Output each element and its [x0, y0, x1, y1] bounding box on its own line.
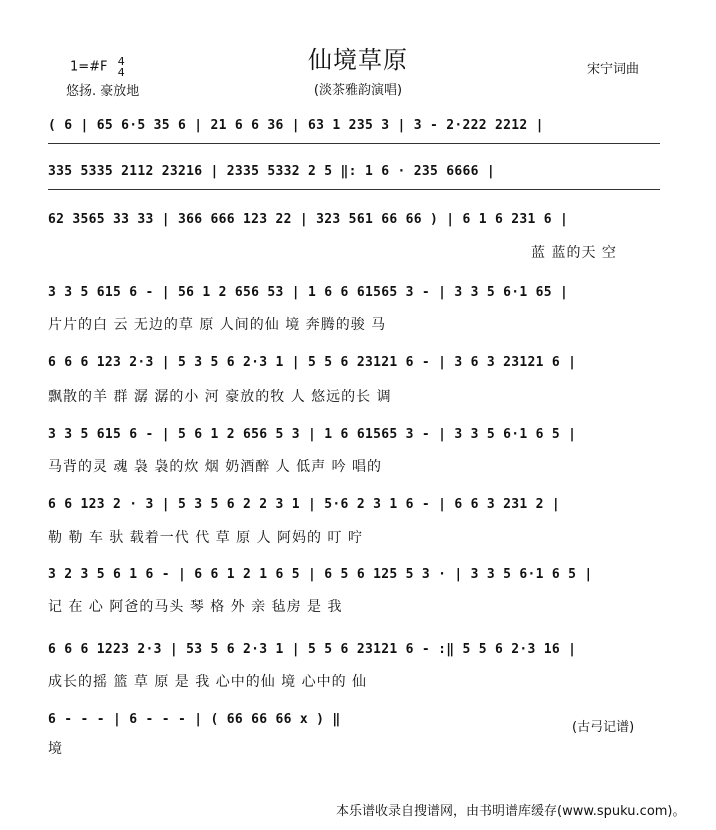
lyric-line-3: 蓝 蓝的天 空: [531, 245, 617, 261]
score-line-1: ( 6 | 65 6·5 35 6 | 21 6 6 36 | 63 1 235 3 | 3 - 2·222 2212 |: [48, 118, 544, 133]
lyric-line-8: 记 在 心 阿爸的马头 琴 格 外 亲 毡房 是 我: [48, 599, 343, 615]
staff-underline: [48, 143, 660, 144]
footer-credit: 本乐谱收录自搜谱网，由书明谱库缓存(www.spuku.com)。: [336, 804, 686, 819]
song-title: 仙境草原: [308, 46, 408, 74]
transcriber-note: (古弓记谱): [572, 720, 635, 735]
score-line-5: 6 6 6 123 2·3 | 5 3 5 6 2·3 1 | 5 5 6 23121 6 - | 3 6 3 23121 6 |: [48, 355, 577, 370]
score-line-3: 62 3565 33 33 | 366 666 123 22 | 323 561 66 66 ) | 6 1 6 231 6 |: [48, 212, 569, 227]
lyric-line-4: 片片的白 云 无边的草 原 人间的仙 境 奔腾的骏 马: [48, 317, 387, 333]
score-line-10: 6 - - - | 6 - - - | ( 66 66 66 x ) ‖: [48, 712, 341, 727]
author-credit: 宋宁词曲: [587, 62, 640, 77]
time-top: 4: [117, 55, 125, 68]
score-line-7: 6 6 123 2 · 3 | 5 3 5 6 2 2 3 1 | 5·6 2 3 1 6 - | 6 6 3 231 2 |: [48, 497, 560, 512]
score-line-4: 3 3 5 615 6 - | 56 1 2 656 53 | 1 6 6 61565 3 - | 3 3 5 6·1 65 |: [48, 285, 569, 300]
key-label: 1=#F: [70, 59, 108, 75]
lyric-line-10: 境: [48, 741, 63, 757]
score-line-2: 335 5335 2112 23216 | 2335 5332 2 5 ‖: 1 6 · 235 6666 |: [48, 164, 495, 179]
time-signature: [118, 56, 125, 78]
lyric-line-5: 飘散的羊 群 潺 潺的小 河 豪放的牧 人 悠远的长 调: [48, 389, 392, 405]
score-line-8: 3 2 3 5 6 1 6 - | 6 6 1 2 1 6 5 | 6 5 6 125 5 3 · | 3 3 5 6·1 6 5 |: [48, 567, 593, 582]
tempo-marking: 悠扬. 豪放地: [66, 84, 140, 99]
lyric-line-7: 勒 勒 车 驮 载着一代 代 草 原 人 阿妈的 叮 咛: [48, 530, 363, 546]
time-bottom: 4: [117, 66, 125, 79]
key-signature: [70, 56, 125, 78]
score-line-9: 6 6 6 1223 2·3 | 53 5 6 2·3 1 | 5 5 6 23121 6 - :‖ 5 5 6 2·3 16 |: [48, 642, 577, 657]
singer-credit: (淡茶雅韵演唱): [313, 83, 403, 98]
staff-underline: [48, 189, 660, 190]
lyric-line-6: 马背的灵 魂 袅 袅的炊 烟 奶酒醉 人 低声 吟 唱的: [48, 459, 383, 475]
score-line-6: 3 3 5 615 6 - | 5 6 1 2 656 5 3 | 1 6 61565 3 - | 3 3 5 6·1 6 5 |: [48, 427, 577, 442]
lyric-line-9: 成长的摇 篮 草 原 是 我 心中的仙 境 心中的 仙: [48, 674, 368, 690]
